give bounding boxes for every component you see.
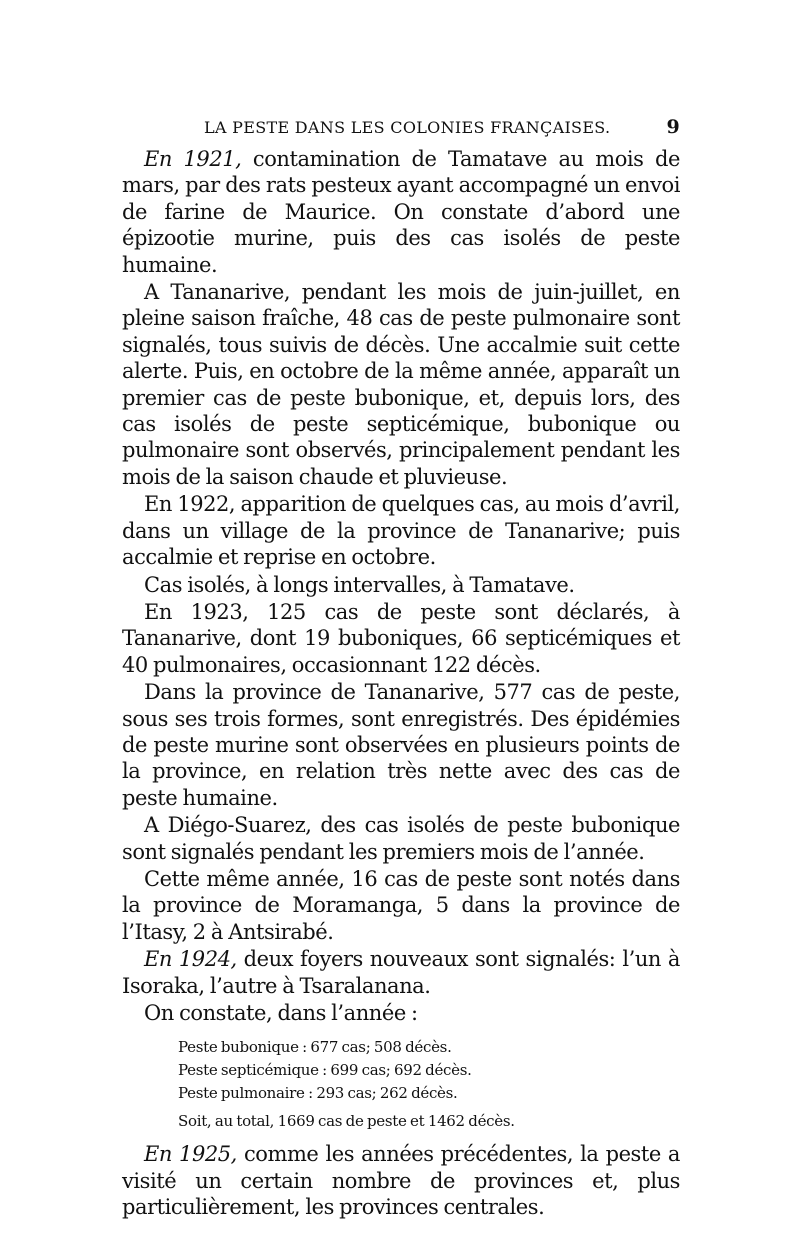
paragraph-text: Cette même année, 16 cas de peste sont notés dans la province de Moramanga, 5 dans la province de l’Itasy, 2 à Antsirabé. [122,866,680,944]
paragraph-text: deux foyers nouveaux sont signalés: l’un à Isoraka, l’autre à Tsaralanana. [122,947,680,998]
stat-bubonique: Peste bubonique : 677 cas; 508 décès. [178,1038,452,1057]
paragraph-text: En 1922, apparition de quelques cas, au mois d’avril, dans un village de la province de Tananarive; puis accalmie et reprise en octobre. [122,492,680,570]
stat-pulmonaire: Peste pulmonaire : 293 cas; 262 décès. [178,1084,458,1103]
stat-total: Soit, au total, 1669 cas de peste et 1462 décès. [178,1112,515,1131]
running-title: LA PESTE DANS LES COLONIES FRANÇAISES. [204,118,611,137]
body-text [122,146,680,1222]
paragraph-text: Cas isolés, à longs intervalles, à Tamatave. [144,572,575,597]
paragraph-lead: En 1924, [144,947,237,972]
paragraph-text: On constate, dans l’année : [144,1001,418,1025]
paragraph [122,572,680,598]
paragraph-lead: En 1921, [144,147,242,171]
paragraph [122,279,680,490]
paragraph-text: Dans la province de Tananarive, 577 cas de peste, sous ses trois formes, sont enregistrés. Des épidémies de peste murine sont observées en plusieurs points de la province, en relation très nette avec des cas de peste humaine. [122,680,680,810]
paragraph-text: A Tananarive, pendant les mois de juin-juillet, en pleine saison fraîche, 48 cas de peste pulmonaire sont signalés, tous suivis de décès. Une accalmie suit cette alerte. Puis, en octobre de la même année, apparaît un premier cas de peste bubonique, et, depuis lors, des cas isolés de peste septicémique, bubonique ou pulmonaire sont observés, principalement pendant les mois de la saison chaude et pluvieuse. [122,280,680,489]
paragraph [122,679,680,811]
paragraph [122,946,680,999]
paragraph-text: comme les années précédentes, la peste a visité un certain nombre de provinces et, plus particulièrement, les provinces centrales. [122,1142,680,1220]
paragraph [122,491,680,570]
paragraph [122,866,680,945]
paragraph-text: A Diégo-Suarez, des cas isolés de peste bubonique sont signalés pendant les premiers mois de l’année. [122,813,680,864]
paragraph-text: contamination de Tamatave au mois de mars, par des rats pesteux ayant accompagné un envoi de farine de Maurice. On constate d’abord une épizootie murine, puis des cas isolés de peste humaine. [122,147,680,277]
page-number: 9 [666,116,680,138]
paragraph [122,1141,680,1220]
paragraph [122,599,680,678]
stat-septicemique: Peste septicémique : 699 cas; 692 décès. [178,1061,472,1080]
paragraph [122,812,680,865]
paragraph-text: En 1923, 125 cas de peste sont déclarés, à Tananarive, dont 19 buboniques, 66 septicémiques et 40 pulmonaires, occasionnant 122 décès. [122,599,680,677]
plague-statistics [178,1036,680,1133]
paragraph [122,1000,680,1026]
paragraph [122,146,680,278]
page-header [122,116,680,140]
paragraph-lead: En 1925, [144,1142,237,1167]
